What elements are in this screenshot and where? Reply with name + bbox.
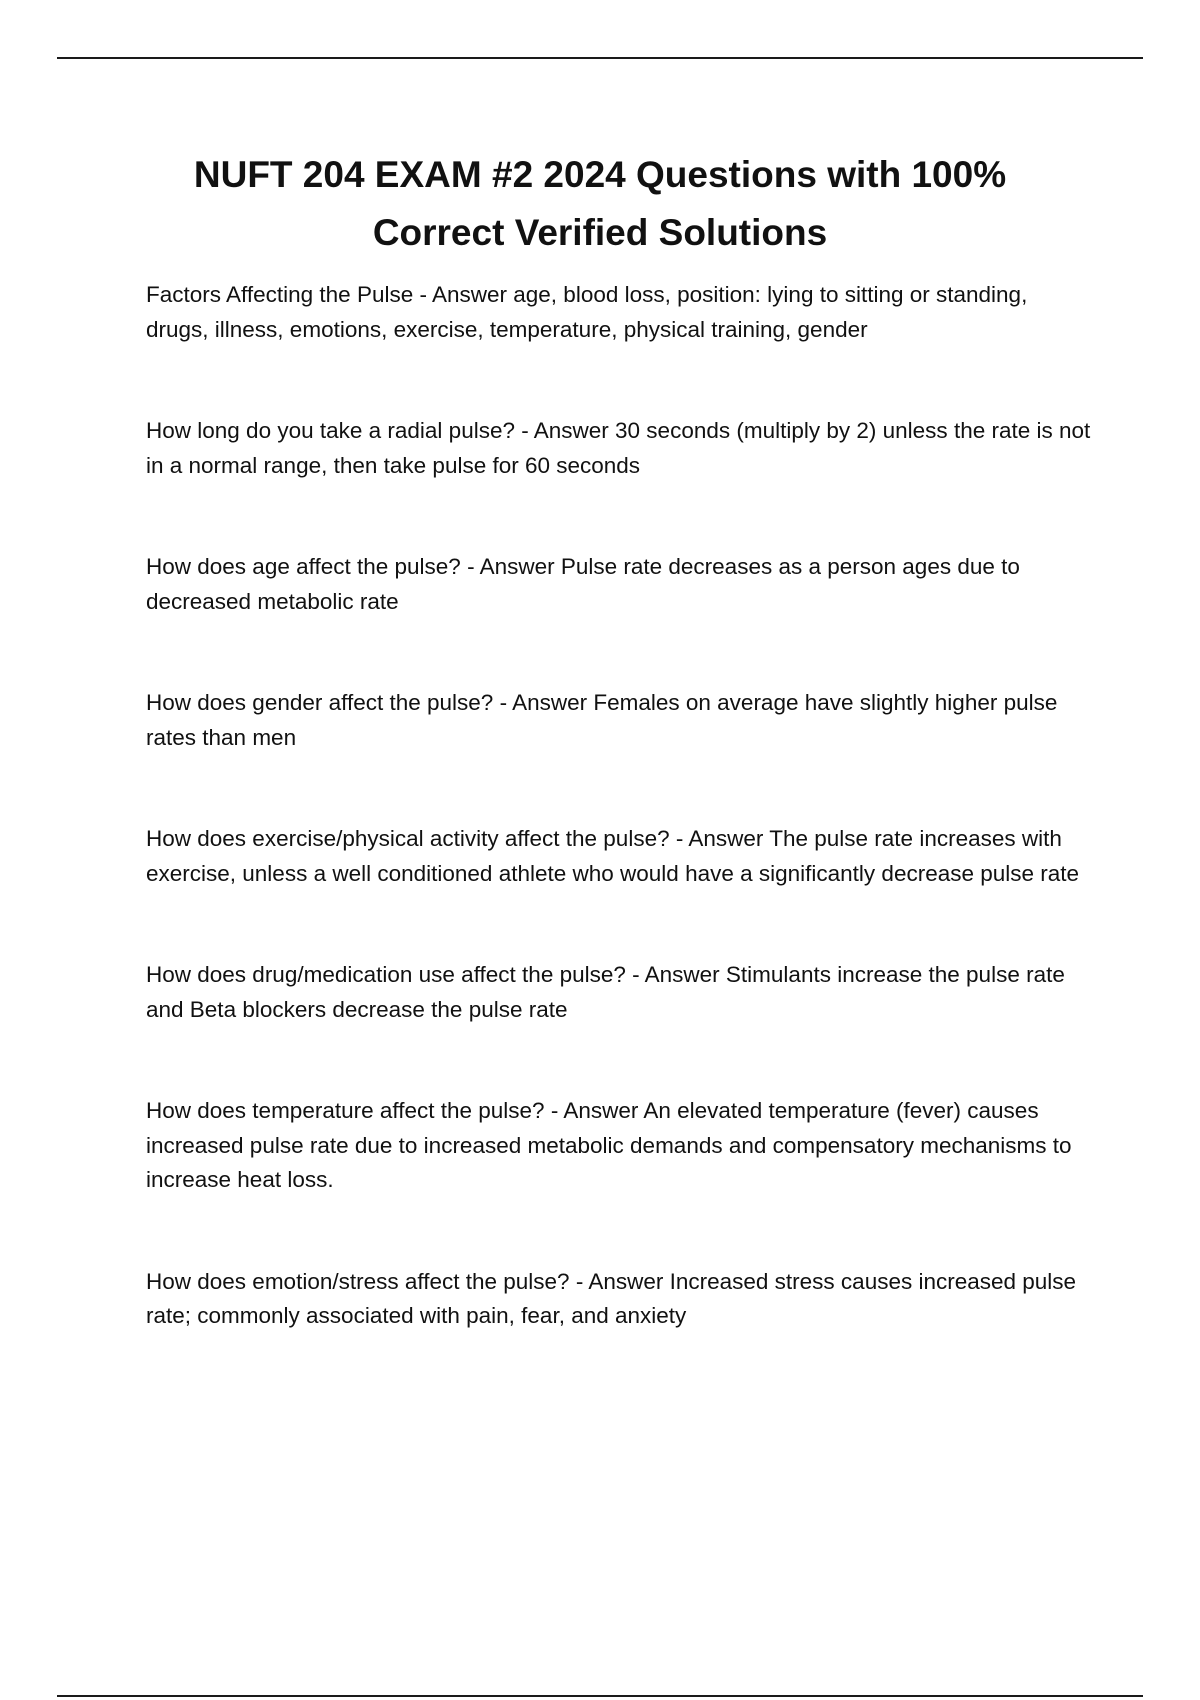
answer-text: Pulse rate decreases as a person ages due to decreased metabolic rate (146, 554, 1020, 614)
answer-separator: - Answer (460, 554, 561, 579)
answer-separator: - Answer (669, 826, 770, 851)
qa-item (146, 414, 1096, 483)
question-text: Factors Affecting the Pulse (146, 282, 414, 307)
question-text: How does gender affect the pulse? (146, 690, 494, 715)
qa-item (146, 1094, 1096, 1198)
answer-separator: - Answer (515, 418, 616, 443)
question-text: How long do you take a radial pulse? (146, 418, 515, 443)
question-text: How does temperature affect the pulse? (146, 1098, 545, 1123)
question-text: How does drug/medication use affect the pulse? (146, 962, 626, 987)
qa-item (146, 550, 1096, 619)
answer-separator: - Answer (413, 282, 514, 307)
answer-separator: - Answer (569, 1268, 670, 1294)
qa-item (146, 822, 1096, 891)
answer-text: 30 seconds (multiply by 2) unless the rate is not in a normal range, then take pulse for 60 seconds (146, 418, 1091, 478)
title-line-2: Correct Verified Solutions (372, 212, 828, 253)
answer-separator: - Answer (544, 1098, 644, 1123)
answer-text: age, blood loss, position: lying to sitting or standing, drugs, illness, emotions, exercise, temperature, physical training, gender (146, 282, 1028, 342)
answer-text: The pulse rate increases with exercise, unless a well conditioned athlete who would have a significantly decrease pulse rate (146, 826, 1080, 886)
qa-item (146, 686, 1096, 755)
document-title (100, 146, 1100, 262)
answer-separator: - Answer (625, 962, 726, 987)
qa-list (146, 278, 1096, 1401)
answer-text: Stimulants increase the pulse rate and Beta blockers decrease the pulse rate (146, 962, 1065, 1022)
answer-text: Increased stress causes increased pulse rate; commonly associated with pain, fear, and anxiety (146, 1268, 1077, 1328)
qa-item (146, 958, 1096, 1027)
qa-item (146, 1265, 1096, 1334)
answer-separator: - Answer (493, 690, 594, 715)
question-text: How does emotion/stress affect the pulse? (146, 1268, 570, 1294)
bottom-rule (57, 1695, 1143, 1697)
answer-text: An elevated temperature (fever) causes increased pulse rate due to increased metabolic demands and compensatory mechanisms to increase heat loss. (146, 1098, 1072, 1192)
question-text: How does age affect the pulse? (146, 554, 461, 579)
qa-item (146, 278, 1096, 347)
top-rule (57, 57, 1143, 59)
answer-text: Females on average have slightly higher pulse rates than men (146, 690, 1058, 750)
question-text: How does exercise/physical activity affect the pulse? (146, 826, 670, 851)
title-line-1: NUFT 204 EXAM #2 2024 Questions with 100% (193, 154, 1007, 195)
